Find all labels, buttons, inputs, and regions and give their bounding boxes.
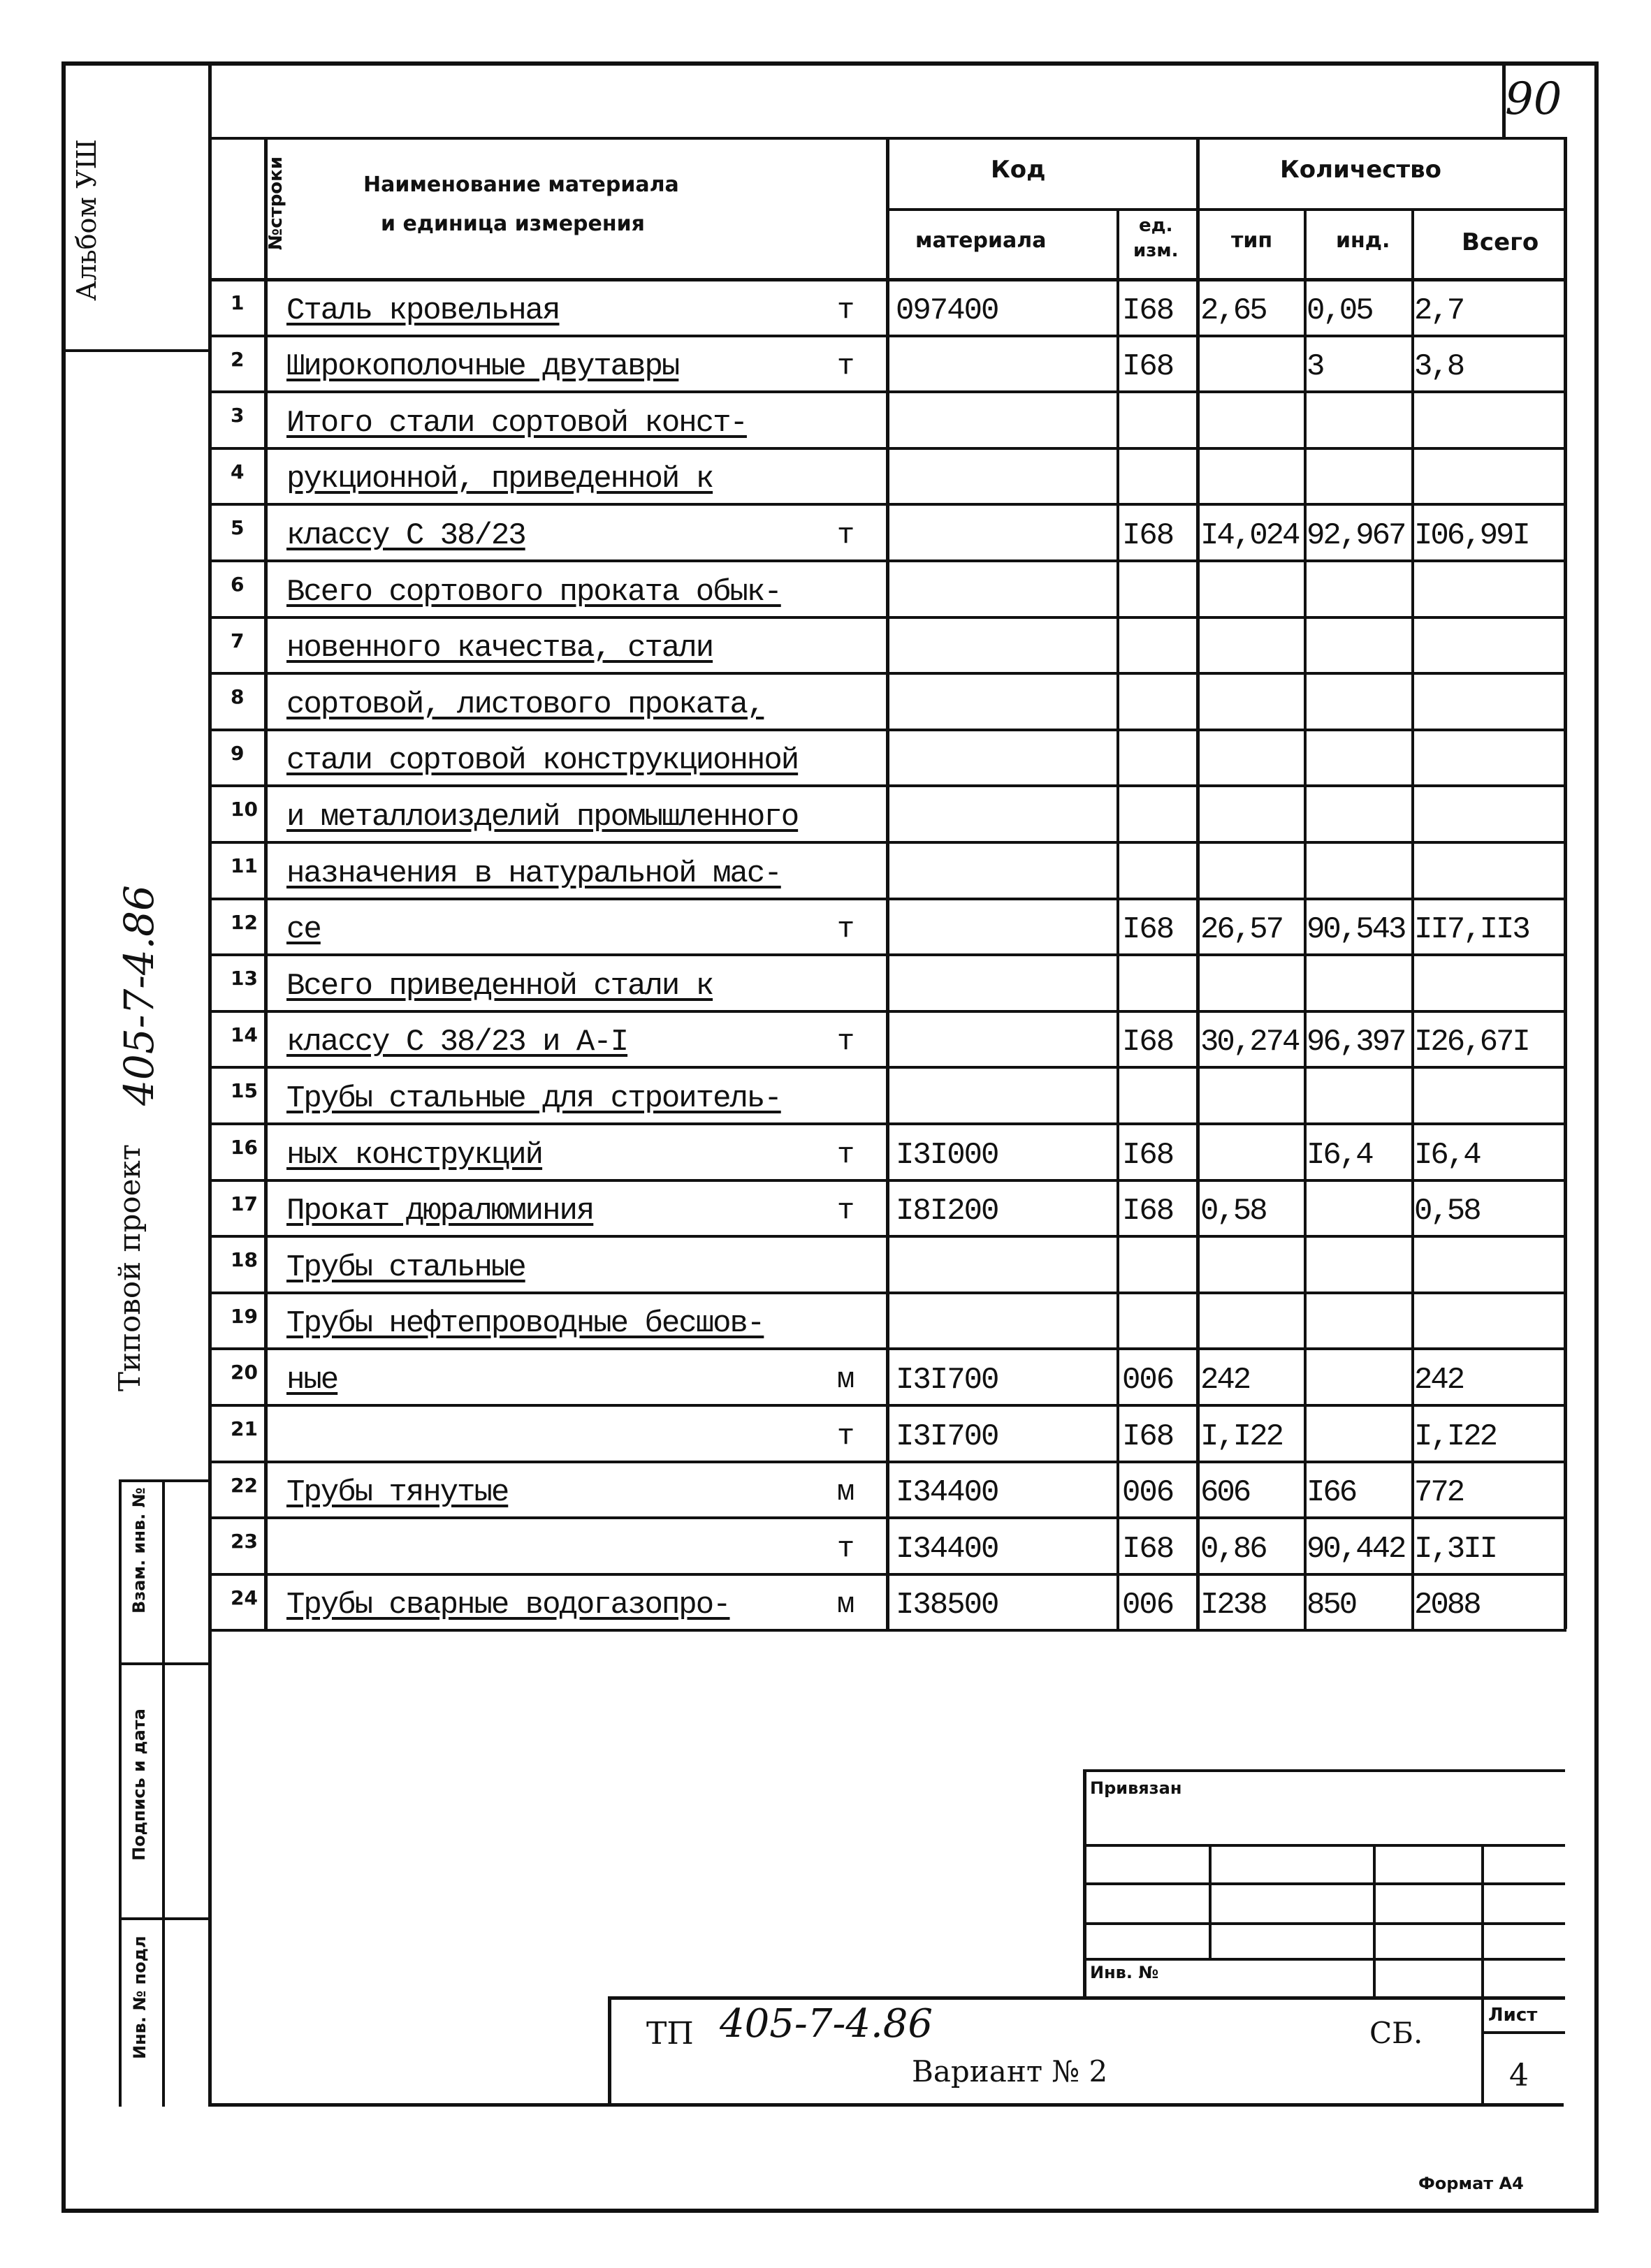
- row-qty-ind: 92,967: [1307, 518, 1405, 553]
- row-number: 22: [231, 1474, 258, 1497]
- row-ed-izm: I68: [1122, 1138, 1174, 1173]
- row-ed-izm: I68: [1122, 1419, 1174, 1454]
- row-qty-total: I06,99I: [1414, 518, 1529, 553]
- header-materiala: материала: [915, 228, 1047, 253]
- row-number: 11: [231, 854, 258, 877]
- row-ed-izm: I68: [1122, 1194, 1174, 1229]
- stamp-variant: Вариант № 2: [912, 2054, 1108, 2088]
- row-number: 18: [231, 1248, 258, 1271]
- side-divider-1: [61, 349, 210, 352]
- row-qty-ind: 850: [1307, 1588, 1356, 1623]
- album-label: Альбом УШ: [71, 139, 102, 301]
- table-col-line: [1564, 137, 1567, 1629]
- row-ed-izm: 006: [1122, 1588, 1174, 1623]
- row-material-name: рукционной, приведенной к: [286, 462, 713, 497]
- stamp-line: [1373, 1844, 1376, 1998]
- row-qty-ind: 3: [1307, 349, 1323, 384]
- table-col-line: [886, 137, 889, 1629]
- row-unit: т: [837, 1419, 855, 1453]
- outer-frame-left: [61, 61, 66, 2213]
- row-unit: т: [837, 293, 855, 327]
- stamp-line: [1481, 1844, 1484, 2106]
- row-number: 24: [231, 1586, 258, 1609]
- outer-frame-top: [61, 61, 1599, 66]
- row-qty-total: I,I22: [1414, 1419, 1497, 1454]
- side-box-div1: [119, 1662, 210, 1665]
- row-ed-izm: I68: [1122, 518, 1174, 553]
- row-number: 7: [231, 629, 245, 652]
- header-ind: инд.: [1336, 228, 1390, 253]
- row-material-name: Трубы тянутые: [286, 1475, 509, 1510]
- stamp-tp-code: 405-7-4.86: [720, 2001, 933, 2047]
- row-number: 6: [231, 573, 245, 596]
- row-material-name: новенного качества, стали: [286, 631, 713, 666]
- row-unit: т: [837, 1194, 855, 1227]
- table-row-line: [211, 1629, 1566, 1632]
- row-number: 8: [231, 685, 245, 708]
- row-qty-total: I26,67I: [1414, 1025, 1529, 1060]
- row-ed-izm: I68: [1122, 1532, 1174, 1567]
- row-number: 19: [231, 1305, 258, 1328]
- row-number: 5: [231, 516, 245, 539]
- row-number: 20: [231, 1361, 258, 1384]
- table-col-line: [1117, 208, 1119, 1629]
- row-unit: м: [837, 1475, 855, 1509]
- row-number: 13: [231, 967, 258, 990]
- header-ed-izm-2: изм.: [1133, 240, 1179, 261]
- row-material-name: и металлоизделий промышленного: [286, 800, 799, 835]
- stamp-sb: СБ.: [1369, 2016, 1423, 2050]
- header-vsego: Всего: [1462, 228, 1539, 256]
- side-box-div2: [119, 1917, 210, 1920]
- row-qty-tip: 0,58: [1200, 1194, 1266, 1229]
- row-unit: т: [837, 518, 855, 552]
- row-unit: м: [837, 1588, 855, 1621]
- row-material-name: Всего приведенной стали к: [286, 969, 713, 1004]
- row-number: 12: [231, 911, 258, 934]
- inv-podl-label: Инв. № подл: [130, 1936, 150, 2059]
- row-ed-izm: 006: [1122, 1363, 1174, 1398]
- row-number: 16: [231, 1136, 258, 1159]
- stamp-line: [1083, 1844, 1565, 1847]
- row-qty-ind: 96,397: [1307, 1025, 1405, 1060]
- row-material-name: Трубы нефтепроводные бесшов-: [286, 1306, 764, 1341]
- row-qty-ind: I66: [1307, 1475, 1356, 1510]
- row-material-code: I8I200: [896, 1194, 998, 1229]
- stamp-list-label: Лист: [1488, 2005, 1538, 2026]
- row-ed-izm: 006: [1122, 1475, 1174, 1510]
- row-number: 2: [231, 348, 245, 371]
- row-material-name: классу С 38/23: [286, 518, 525, 553]
- header-ed-izm-1: ед.: [1139, 215, 1173, 236]
- row-number: 9: [231, 742, 245, 765]
- row-number: 23: [231, 1530, 258, 1553]
- side-box-left: [119, 1479, 122, 2107]
- row-material-code: I3I000: [896, 1138, 998, 1173]
- row-number: 4: [231, 460, 245, 483]
- row-qty-total: 242: [1414, 1363, 1464, 1398]
- page-number: 90: [1505, 73, 1562, 125]
- row-qty-ind: 90,543: [1307, 912, 1405, 947]
- row-qty-tip: 30,274: [1200, 1025, 1299, 1060]
- row-material-code: 097400: [896, 293, 998, 328]
- row-unit: т: [837, 1138, 855, 1171]
- row-material-name: Трубы стальные: [286, 1250, 525, 1285]
- side-box-mid: [162, 1479, 165, 2107]
- row-qty-total: I,3II: [1414, 1532, 1497, 1567]
- row-qty-tip: I4,024: [1200, 518, 1299, 553]
- row-qty-tip: I,I22: [1200, 1419, 1283, 1454]
- format-label: Формат А4: [1418, 2174, 1524, 2193]
- row-material-name: Итого стали сортовой конст-: [286, 406, 747, 441]
- row-number: 17: [231, 1192, 258, 1215]
- header-name-line1: Наименование материала: [363, 173, 679, 197]
- row-material-name: ных конструкций: [286, 1138, 543, 1173]
- stamp-line: [1209, 1844, 1212, 1959]
- header-name-line2: и единица измерения: [381, 212, 645, 236]
- row-ed-izm: I68: [1122, 349, 1174, 384]
- row-material-name: стали сортовой конструкционной: [286, 743, 799, 778]
- row-qty-total: 3,8: [1414, 349, 1464, 384]
- row-material-name: классу С 38/23 и А-I: [286, 1025, 628, 1060]
- row-unit: т: [837, 1532, 855, 1565]
- stamp-line: [608, 1996, 1565, 2000]
- row-qty-tip: 26,57: [1200, 912, 1283, 947]
- row-material-name: назначения в натуральной мас-: [286, 856, 781, 891]
- row-qty-ind: I6,4: [1307, 1138, 1372, 1173]
- row-qty-tip: 0,86: [1200, 1532, 1266, 1567]
- row-material-name: ные: [286, 1363, 338, 1398]
- row-number: 14: [231, 1023, 258, 1046]
- row-material-name: Всего сортового проката обык-: [286, 575, 781, 610]
- project-label: Типовой проект: [112, 1143, 147, 1392]
- row-material-name: Широкополочные двутавры: [286, 349, 679, 384]
- row-qty-total: 2088: [1414, 1588, 1480, 1623]
- stamp-line: [1083, 1922, 1565, 1925]
- row-number: 3: [231, 404, 245, 427]
- header-kod: Код: [991, 156, 1046, 184]
- outer-frame-right: [1594, 61, 1599, 2213]
- row-material-name: сортовой, листового проката,: [286, 687, 764, 722]
- row-unit: т: [837, 912, 855, 946]
- row-qty-tip: I238: [1200, 1588, 1266, 1623]
- stamp-privyazan: Привязан: [1090, 1778, 1182, 1798]
- row-material-code: I34400: [896, 1475, 998, 1510]
- row-ed-izm: I68: [1122, 293, 1174, 328]
- row-qty-total: II7,II3: [1414, 912, 1529, 947]
- row-qty-total: 0,58: [1414, 1194, 1480, 1229]
- row-qty-ind: 0,05: [1307, 293, 1372, 328]
- row-unit: т: [837, 1025, 855, 1058]
- row-unit: т: [837, 349, 855, 383]
- stamp-line: [1083, 1882, 1565, 1885]
- stamp-list-value: 4: [1509, 2058, 1529, 2093]
- row-number: 15: [231, 1079, 258, 1102]
- stamp-inv-no: Инв. №: [1090, 1963, 1159, 1982]
- podpis-label: Подпись и дата: [129, 1709, 149, 1861]
- row-qty-tip: 606: [1200, 1475, 1250, 1510]
- row-number: 10: [231, 798, 258, 821]
- stamp-line: [1481, 2031, 1565, 2034]
- row-number: 1: [231, 291, 245, 314]
- vzam-inv-label: Взам. инв. №: [129, 1487, 149, 1614]
- row-material-name: се: [286, 912, 321, 947]
- row-material-code: I3I700: [896, 1363, 998, 1398]
- row-qty-total: 772: [1414, 1475, 1464, 1510]
- stamp-line: [608, 1996, 611, 2107]
- row-qty-tip: 242: [1200, 1363, 1250, 1398]
- stamp-line: [1083, 1958, 1565, 1961]
- table-header-mid-line: [886, 208, 1564, 211]
- row-number: 21: [231, 1417, 258, 1440]
- row-material-code: I34400: [896, 1532, 998, 1567]
- header-row-no: №строки: [266, 156, 286, 251]
- table-col-line: [264, 137, 268, 1629]
- row-qty-total: I6,4: [1414, 1138, 1480, 1173]
- row-material-code: I3I700: [896, 1419, 998, 1454]
- stamp-tp: ТП: [646, 2016, 694, 2051]
- table-col-line: [1196, 137, 1200, 1629]
- row-ed-izm: I68: [1122, 912, 1174, 947]
- side-box-top: [119, 1479, 210, 1482]
- header-tip: тип: [1231, 228, 1273, 253]
- row-qty-tip: 2,65: [1200, 293, 1266, 328]
- inner-frame-left: [208, 61, 212, 2107]
- outer-frame-bottom: [61, 2209, 1599, 2213]
- project-code-label: 405-7-4.86: [115, 885, 163, 1106]
- row-material-name: Трубы стальные для строитель-: [286, 1081, 781, 1116]
- row-material-code: I38500: [896, 1588, 998, 1623]
- stamp-line: [1083, 1769, 1565, 1772]
- row-material-name: Прокат дюралюминия: [286, 1194, 594, 1229]
- row-ed-izm: I68: [1122, 1025, 1174, 1060]
- inner-frame-bottom: [208, 2103, 1564, 2107]
- row-unit: м: [837, 1363, 855, 1396]
- header-kolichestvo: Количество: [1280, 156, 1442, 184]
- row-material-name: Трубы сварные водогазопро-: [286, 1588, 730, 1623]
- row-qty-ind: 90,442: [1307, 1532, 1405, 1567]
- row-qty-total: 2,7: [1414, 293, 1464, 328]
- row-material-name: Сталь кровельная: [286, 293, 560, 328]
